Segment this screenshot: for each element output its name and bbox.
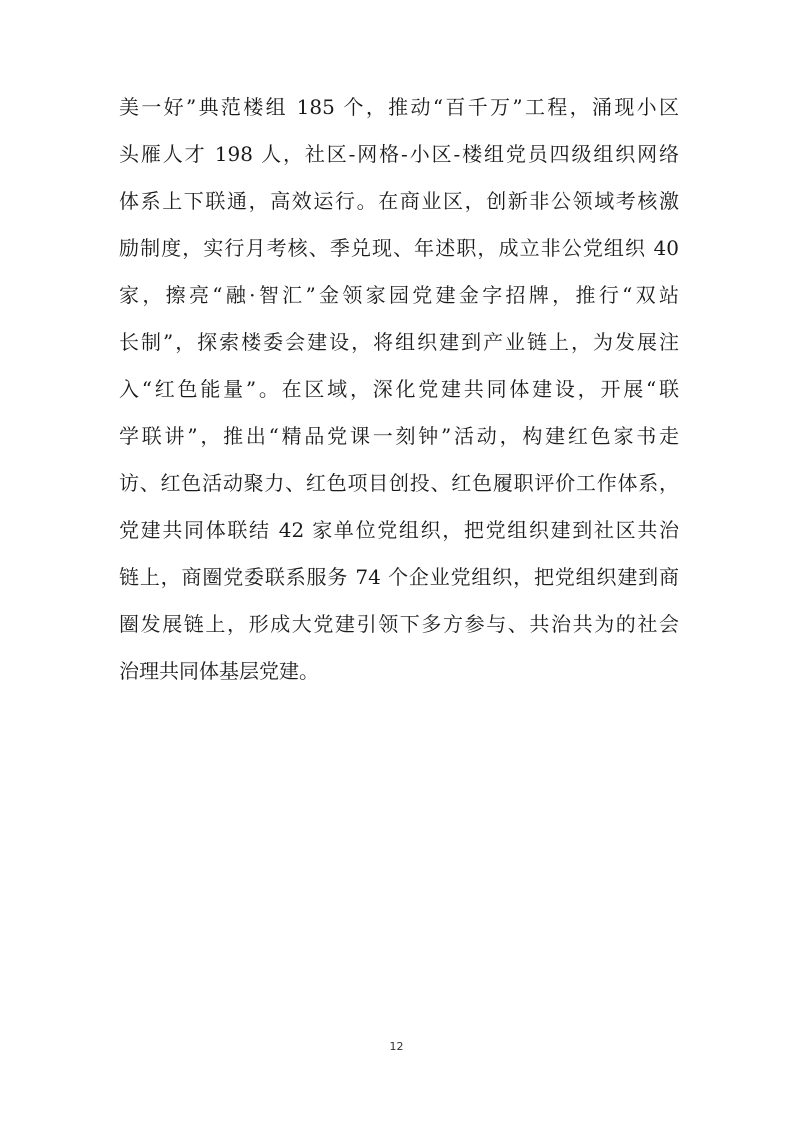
- paragraph-line: 头雁人才 198 人，社区-网格-小区-楼组党员四级组织网络: [119, 142, 679, 166]
- paragraph-line: 访、红色活动聚力、红色项目创投、红色履职评价工作体系，: [119, 471, 679, 495]
- paragraph-line: 美一好”典范楼组 185 个，推动“百千万”工程，涌现小区: [119, 95, 679, 119]
- paragraph-line: 学联讲”，推出“精品党课一刻钟”活动，构建红色家书走: [119, 424, 679, 448]
- paragraph-line: 长制”，探索楼委会建设，将组织建到产业链上，为发展注: [119, 330, 679, 354]
- body-paragraph: [119, 84, 679, 695]
- paragraph-line: 治理共同体基层党建。: [119, 659, 319, 683]
- paragraph-line: 党建共同体联结 42 家单位党组织，把党组织建到社区共治: [119, 518, 679, 542]
- paragraph-line: 圈发展链上，形成大党建引领下多方参与、共治共为的社会: [119, 612, 679, 636]
- paragraph-line: 链上，商圈党委联系服务 74 个企业党组织，把党组织建到商: [119, 565, 679, 589]
- paragraph-line: 家，擦亮“融·智汇”金领家园党建金字招牌，推行“双站: [119, 283, 679, 307]
- paragraph-line: 入“红色能量”。在区域，深化党建共同体建设，开展“联: [119, 377, 679, 401]
- paragraph-line: 励制度，实行月考核、季兑现、年述职，成立非公党组织 40: [119, 236, 679, 260]
- paragraph-line: 体系上下联通，高效运行。在商业区，创新非公领域考核激: [119, 189, 679, 213]
- page-number: 12: [389, 1040, 404, 1053]
